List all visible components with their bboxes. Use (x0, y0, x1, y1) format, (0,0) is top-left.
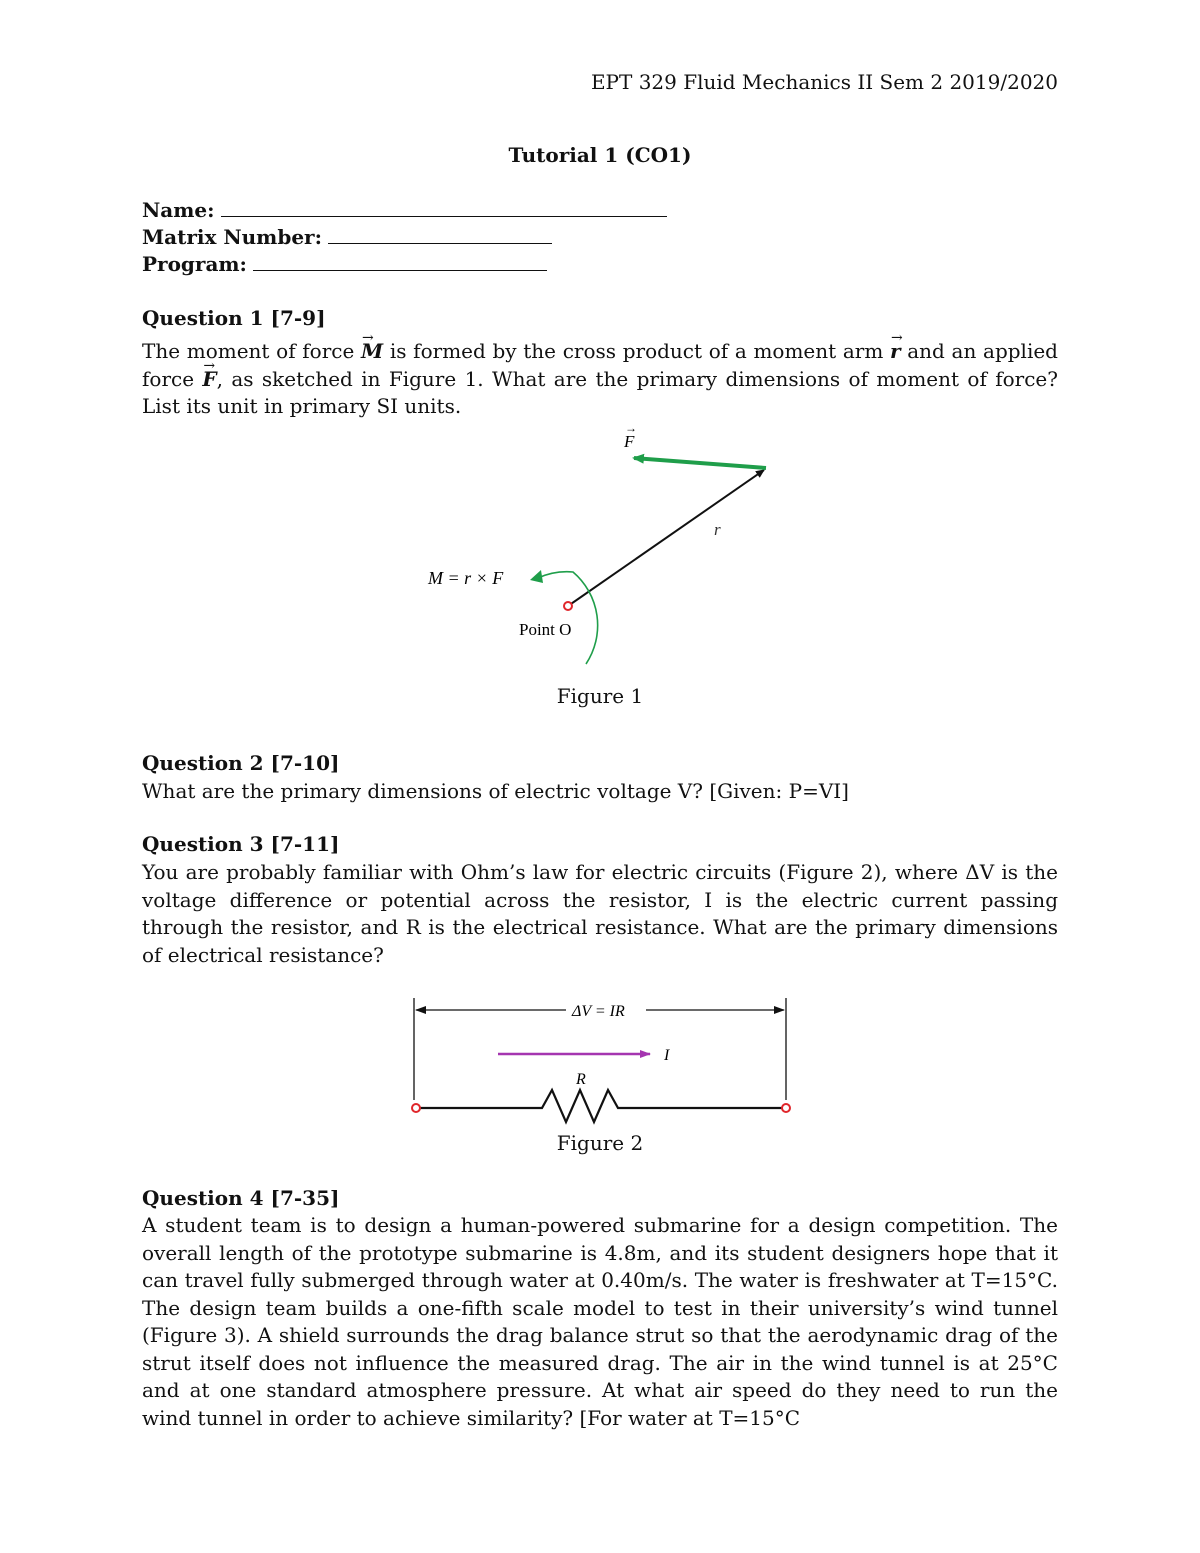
program-field (142, 252, 547, 276)
force-symbol: → F (202, 366, 216, 394)
name-label: Name: (142, 198, 215, 222)
voltage-equation: ΔV = IR (572, 1003, 625, 1020)
question-4-text: A student team is to design a human-powered submarine for a design competition. The overall length of the prototype submarine is 4.8m, and its student designers hope that it can travel fully submerged through water at 0.40m/s. The water is freshwater at T=15°C. The design team builds a one-fifth scale model to test in their university’s wind tunnel (Figure 3). A shield surrounds the drag balance strut so that the aerodynamic drag of the strut itself does not influence the measured drag. The air in the wind tunnel is at 25°C and at one standard atmosphere pressure. At what air speed do they need to run the wind tunnel in order to achieve similarity? [For water at T=15°C (142, 1213, 1058, 1430)
moment-equation: M = r × F (428, 568, 504, 588)
moment-arc (538, 572, 598, 664)
left-terminal (412, 1104, 420, 1112)
question-4-heading: Question 4 [7-35] (142, 1186, 340, 1210)
question-3-text: You are probably familiar with Ohm’s law for electric circuits (Figure 2), where ΔV is the voltage difference or potential across the resistor, I is the electric current passing through the resistor, and R is the electrical resistance. What are the primary dimensions of electrical resistance? (142, 860, 1058, 967)
question-2-heading: Question 2 [7-10] (142, 751, 340, 775)
matrix-blank-line (328, 227, 552, 244)
page-title: Tutorial 1 (CO1) (508, 143, 692, 167)
moment-arm-arrow (568, 470, 764, 606)
program-blank-line (253, 254, 547, 271)
figure-2-diagram (0, 990, 1200, 1125)
moment-arc-arrowhead (530, 570, 543, 583)
point-o-label: Point O (519, 620, 572, 639)
name-field (142, 198, 667, 222)
moment-symbol: → M (361, 338, 383, 366)
force-arrow (634, 458, 766, 468)
question-3-heading: Question 3 [7-11] (142, 832, 340, 856)
figure-1-diagram (0, 420, 1200, 690)
resistor-label: R (576, 1071, 586, 1088)
point-o-marker (564, 602, 572, 610)
arm-label: r (714, 520, 721, 539)
page-header: EPT 329 Fluid Mechanics II Sem 2 2019/2020 (590, 70, 1058, 94)
resistor-wire (418, 1090, 782, 1122)
arm-symbol: → r (890, 338, 901, 366)
matrix-label: Matrix Number: (142, 225, 322, 249)
program-label: Program: (142, 252, 247, 276)
question-1-heading: Question 1 [7-9] (142, 306, 326, 330)
question-2-text: What are the primary dimensions of electric voltage V? [Given: P=VI] (142, 779, 849, 803)
force-label: F (624, 432, 635, 451)
name-blank-line (221, 200, 667, 217)
right-terminal (782, 1104, 790, 1112)
figure-1-caption: Figure 1 (556, 684, 644, 708)
force-label-arrow: → (625, 421, 637, 435)
current-label: I (664, 1047, 670, 1064)
question-1-text: The moment of force → M is formed by the cross product of a moment arm → r and an applied force → F, as sketched in Figure 1. What are the primary dimensions of moment of force? List its unit in primary SI units. (142, 338, 1058, 421)
matrix-field (142, 225, 552, 249)
figure-2-caption: Figure 2 (556, 1131, 644, 1155)
